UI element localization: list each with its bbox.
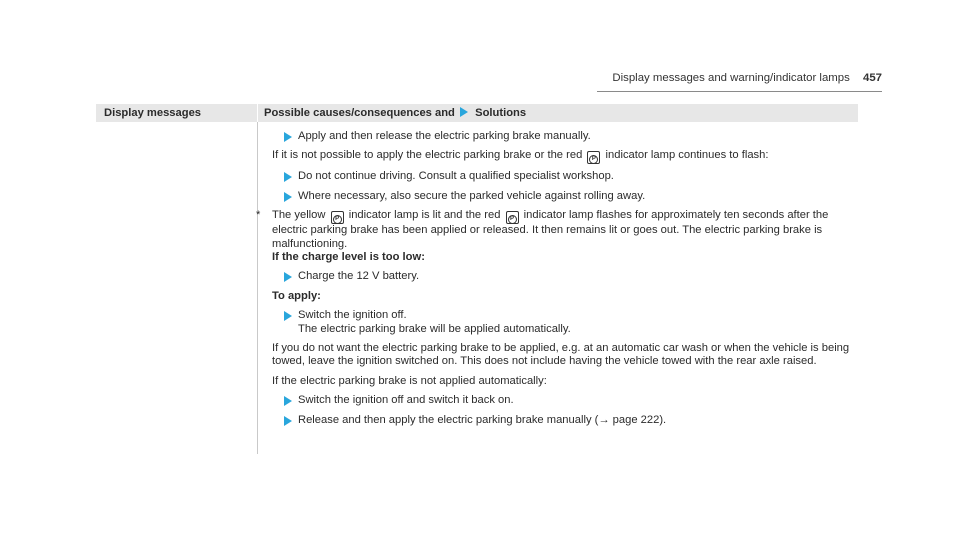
list-item-text: Where necessary, also secure the parked vehicle against rolling away. — [298, 189, 646, 202]
paragraph: If the electric parking brake is not applied automatically: — [272, 374, 547, 387]
list-item — [284, 309, 862, 336]
subheading-to-apply: To apply: — [272, 289, 321, 302]
page-number: 457 — [862, 72, 882, 84]
list-item — [284, 190, 862, 203]
bullet-arrow-icon — [284, 192, 292, 202]
lamp-glyph: P — [333, 215, 342, 224]
footnote-text: indicator lamp is lit and the red — [348, 209, 501, 222]
parking-brake-lamp-icon — [587, 151, 600, 164]
list-item-text: Do not continue driving. Consult a qualified specialist workshop. — [298, 170, 614, 183]
footnote — [256, 209, 862, 251]
list-item-text: Apply and then release the electric parking brake manually. — [298, 130, 591, 142]
bullet-arrow-icon — [284, 272, 292, 282]
list-item — [284, 414, 862, 427]
page-reference-arrow-icon: → — [598, 413, 610, 426]
list-item — [284, 270, 862, 283]
column-header-solutions-text: Solutions — [475, 107, 527, 119]
solutions-cell — [256, 130, 862, 433]
list-item-result-text: The electric parking brake will be applied automatically. — [298, 322, 571, 335]
bullet-arrow-icon — [284, 172, 292, 182]
footnote-marker: * — [256, 209, 261, 222]
lamp-glyph: P — [508, 215, 517, 224]
parking-brake-lamp-icon — [506, 211, 519, 224]
footnote-text: The yellow — [272, 209, 326, 222]
bullet-arrow-icon — [284, 396, 292, 406]
paragraph-text: If it is not possible to apply the electric parking brake or the red — [272, 149, 583, 162]
footnote-text: indicator lamp flashes for approximately ten seconds after the electric parking brake has been applied or released. It then remains lit or goes out. The electric parking brake is malfunctioning. — [272, 209, 829, 250]
list-item — [284, 170, 862, 183]
bullet-arrow-icon — [284, 132, 292, 142]
header-rule — [597, 91, 882, 92]
list-item — [284, 130, 862, 143]
column-header-causes-solutions — [264, 107, 526, 120]
column-header-causes-text: Possible causes/consequences and — [264, 107, 455, 119]
paragraph-text: indicator lamp continues to flash: — [605, 149, 769, 162]
running-head-title: Display messages and warning/indicator lamps — [612, 72, 850, 84]
list-item-text: Release and then apply the electric parking brake manually ( — [298, 413, 599, 426]
list-item-text: Switch the ignition off and switch it back on. — [298, 394, 514, 407]
column-header-display-messages: Display messages — [104, 107, 202, 119]
list-item-text: Switch the ignition off. — [298, 309, 407, 322]
running-head — [612, 72, 882, 85]
table-header — [96, 104, 858, 122]
paragraph: If you do not want the electric parking brake to be applied, e.g. at an automatic car wash or when the vehicle is being towed, leave the ignition switched on. This does not include having the vehicle towed with the rear axle raised. — [272, 342, 850, 368]
list-item — [284, 394, 862, 407]
paragraph — [272, 149, 862, 164]
lamp-glyph: P — [589, 155, 598, 164]
page-reference-link[interactable]: page 222). — [609, 413, 667, 426]
subheading-charge-level: If the charge level is too low: — [272, 251, 425, 264]
bullet-arrow-icon — [284, 416, 292, 426]
parking-brake-lamp-icon — [331, 211, 344, 224]
bullet-arrow-icon — [284, 311, 292, 321]
header-column-gap — [257, 104, 258, 122]
list-item-text: Charge the 12 V battery. — [298, 270, 420, 283]
solution-arrow-icon — [460, 107, 468, 117]
column-divider — [256, 104, 261, 454]
